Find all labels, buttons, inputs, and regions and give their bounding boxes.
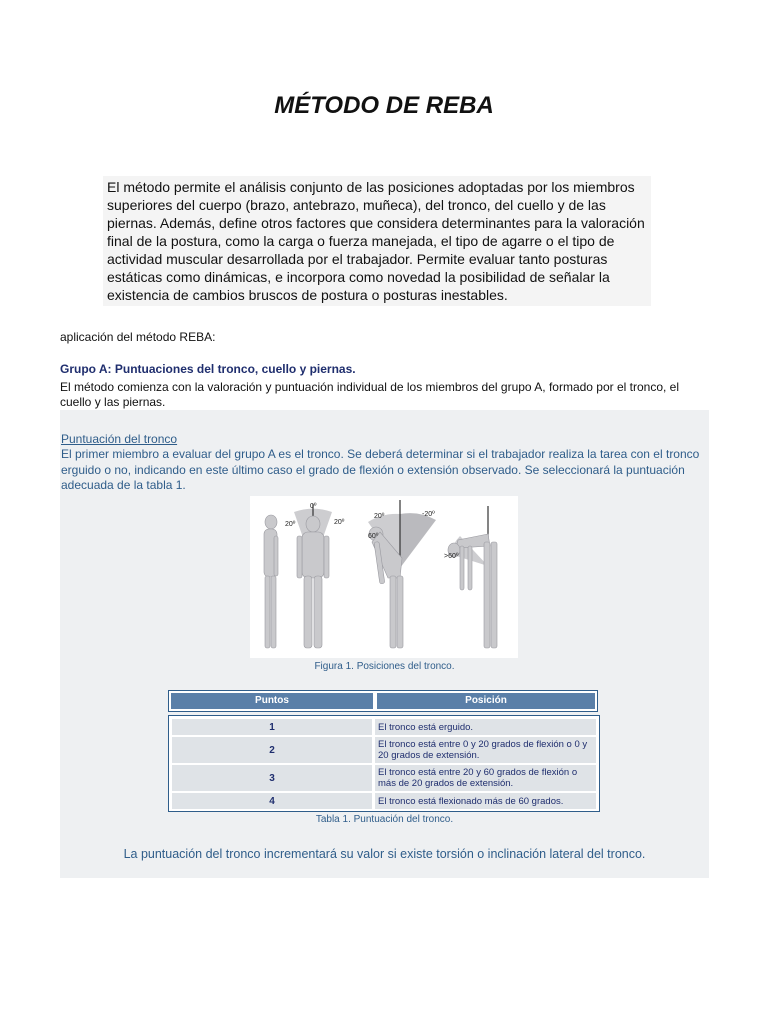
table-row <box>172 793 596 809</box>
figure-label: 20º <box>374 513 385 520</box>
table-header <box>168 690 598 712</box>
application-line: aplicación del método REBA: <box>60 330 216 344</box>
column-header-position: Posición <box>377 693 595 709</box>
position-cell: El tronco está entre 0 y 20 grados de flexión o 0 y 20 grados de extensión. <box>375 737 596 763</box>
group-a-text: El método comienza con la valoración y puntuación individual de los miembros del grupo A, formado por el tronco, el cuello y las piernas. <box>60 380 680 409</box>
page-title: MÉTODO DE REBA <box>274 92 494 119</box>
trunk-section-text: El primer miembro a evaluar del grupo A es el tronco. Se deberá determinar si el trabajador realiza la tarea con el tronco erguido o no, indicando en este último caso el grado de flexión o extensión observado. Se seleccionará la puntuación adecuada de la tabla 1. <box>61 447 700 492</box>
position-cell: El tronco está entre 20 y 60 grados de flexión o más de 20 grados de extensión. <box>375 765 596 791</box>
trunk-score-panel <box>60 410 709 878</box>
points-cell: 3 <box>172 765 372 791</box>
table-row <box>172 765 596 791</box>
column-header-points: Puntos <box>171 693 373 709</box>
trunk-positions-figure <box>250 496 518 658</box>
trunk-positions-illustration <box>250 496 518 658</box>
figure-caption: Figura 1. Posiciones del tronco. <box>314 661 455 672</box>
figure-label: -20º <box>422 511 435 518</box>
trunk-note: La puntuación del tronco incrementará su valor si existe torsión o inclinación lateral del tronco. <box>123 847 646 861</box>
group-a-heading: Grupo A: Puntuaciones del tronco, cuello y piernas. <box>60 362 356 376</box>
figure-label: 60º <box>368 533 379 540</box>
figure-label: 0º <box>310 503 317 510</box>
points-cell: 1 <box>172 719 372 735</box>
points-cell: 2 <box>172 737 372 763</box>
intro-paragraph: El método permite el análisis conjunto de las posiciones adoptadas por los miembros superiores del cuerpo (brazo, antebrazo, muñeca), del tronco, del cuello y de las piernas. Además, define otros factores que considera determinantes para la valoración final de la postura, como la carga o fuerza manejada, el tipo de agarre o el tipo de actividad muscular desarrollada por el trabajador. Permite evaluar tanto posturas estáticas como dinámicas, e incorpora como novedad la posibilidad de señalar la existencia de cambios bruscos de postura o posturas inestables. <box>103 176 651 306</box>
trunk-score-table <box>168 715 600 812</box>
figure-label: >60º <box>444 553 459 560</box>
figure-label: 20º <box>334 519 345 526</box>
table-row <box>172 737 596 763</box>
table-caption: Tabla 1. Puntuación del tronco. <box>315 814 454 825</box>
position-cell: El tronco está erguido. <box>375 719 596 735</box>
trunk-section-heading[interactable]: Puntuación del tronco <box>61 432 178 446</box>
points-cell: 4 <box>172 793 372 809</box>
table-row <box>172 719 596 735</box>
figure-label: 20º <box>285 521 296 528</box>
position-cell: El tronco está flexionado más de 60 grados. <box>375 793 596 809</box>
